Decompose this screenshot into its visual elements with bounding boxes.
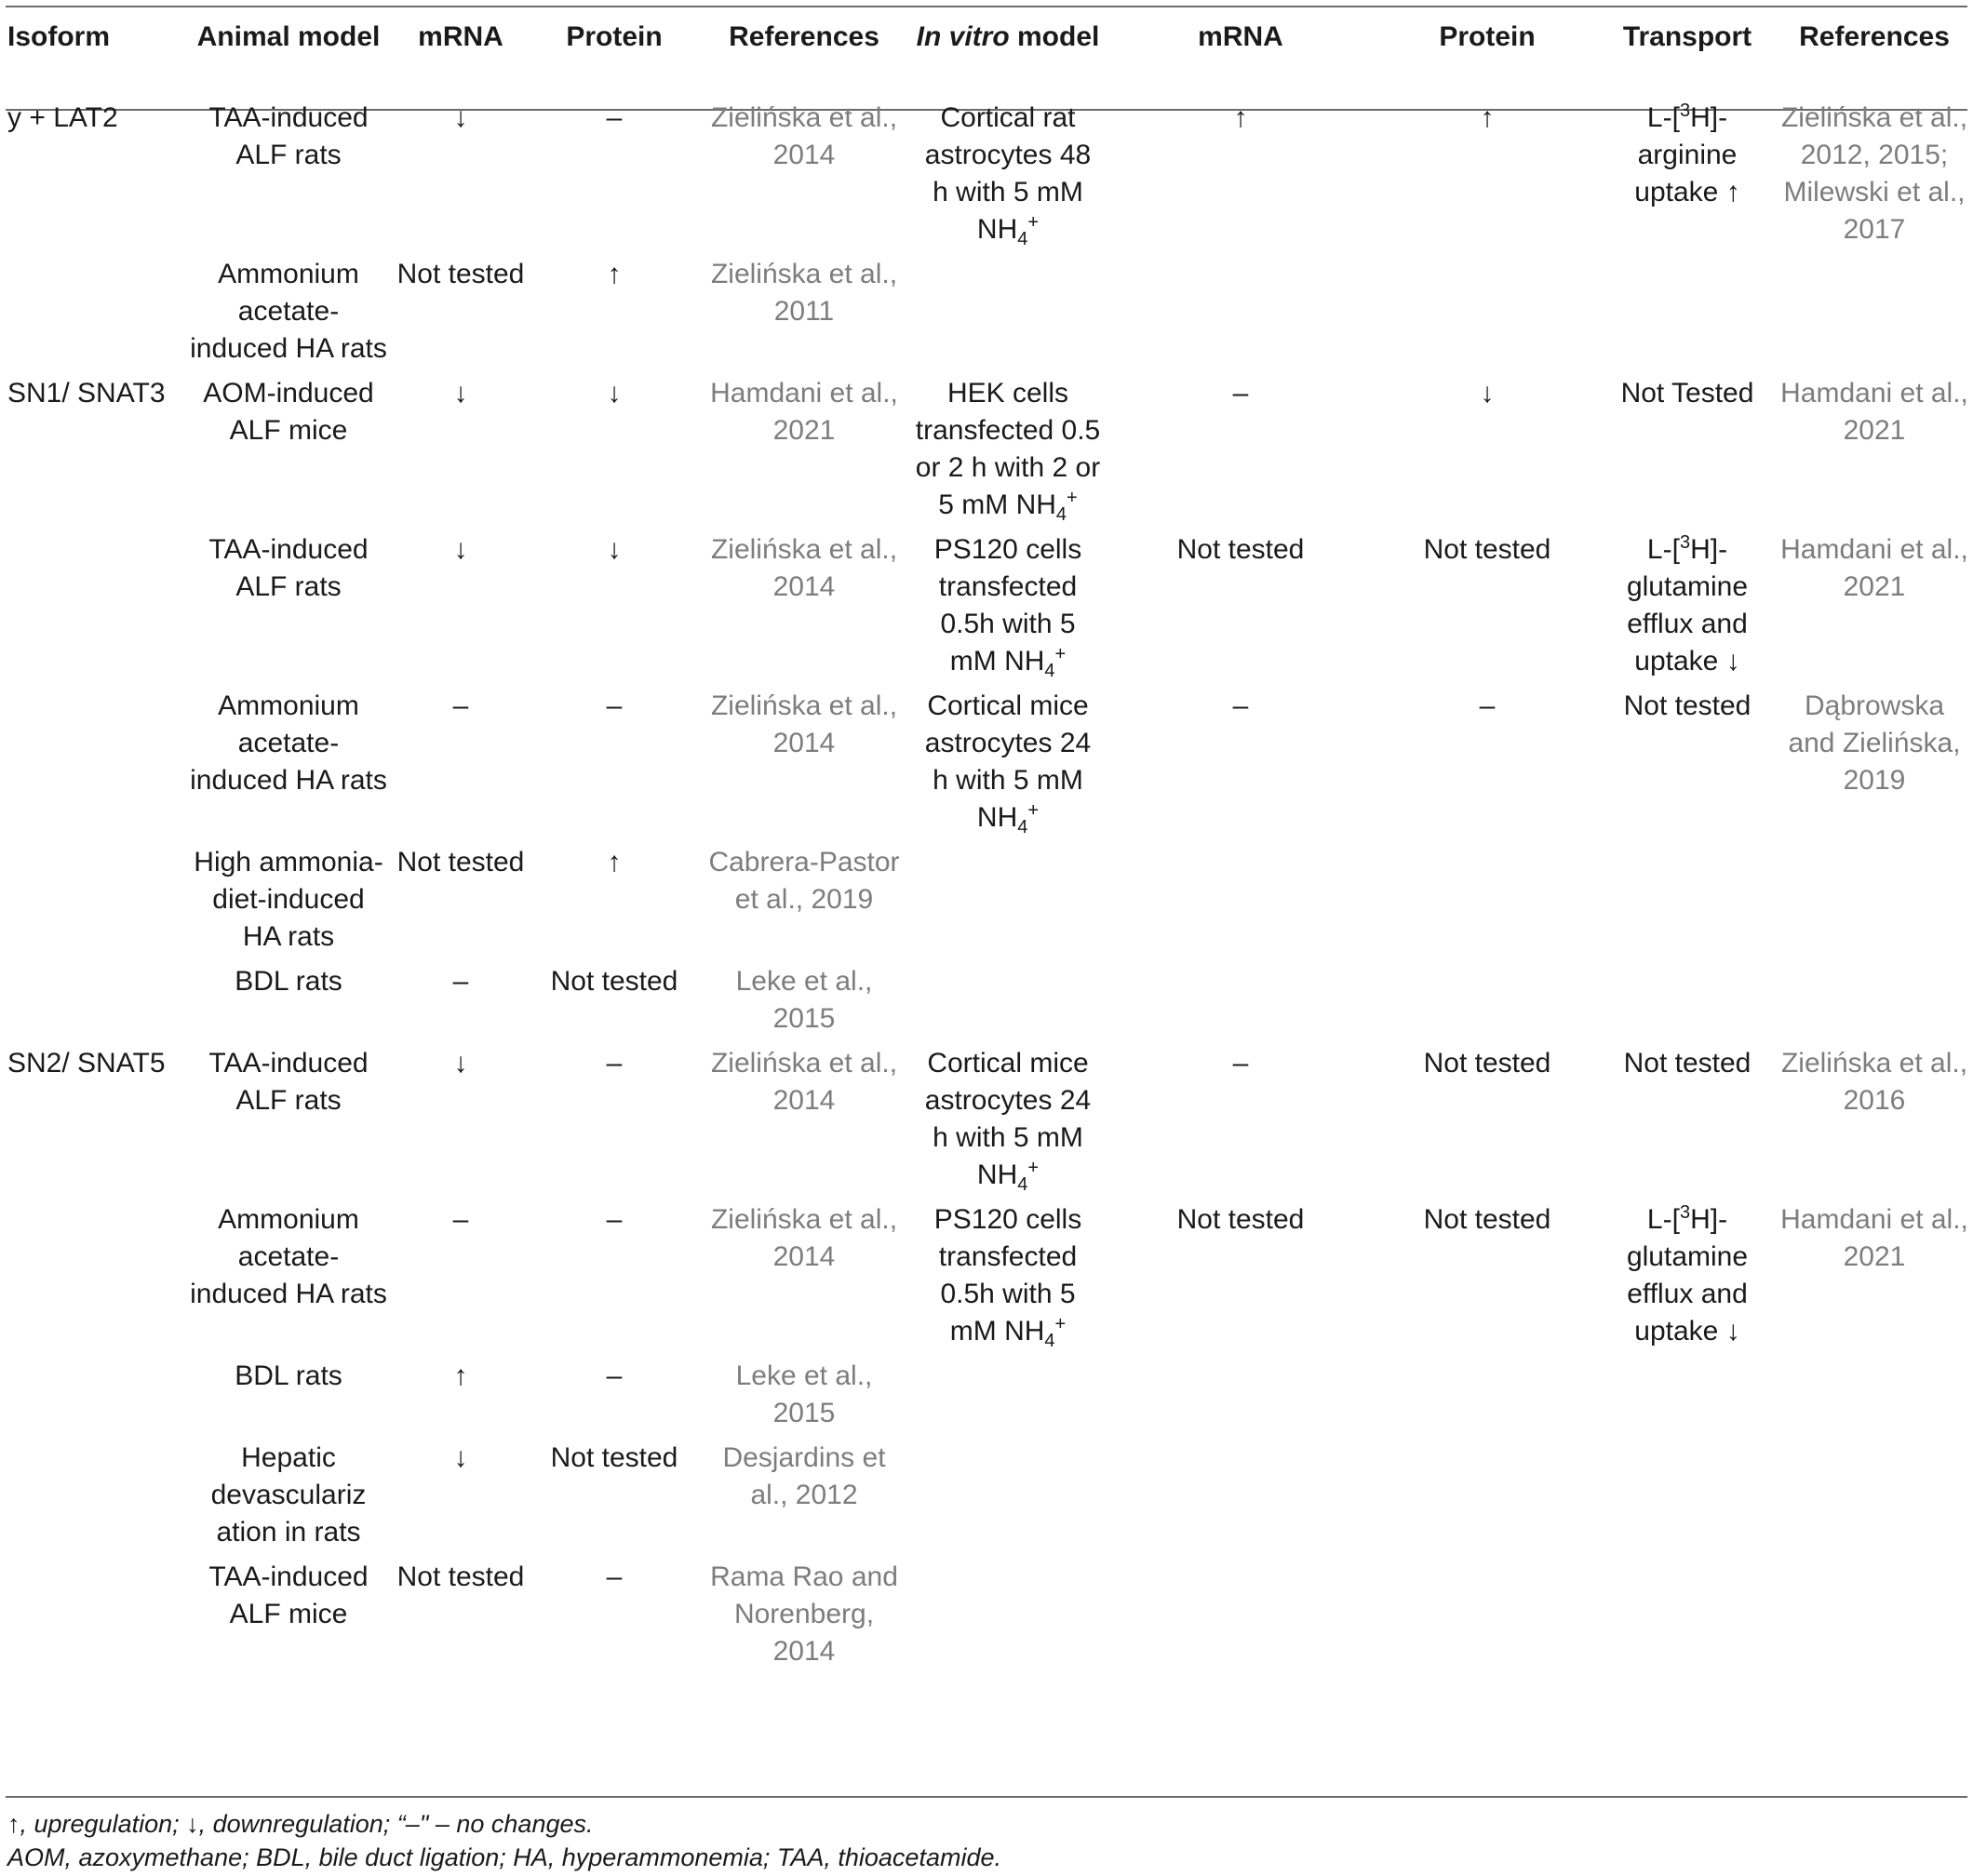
isoform-cell: SN1/ SNAT3 bbox=[7, 378, 166, 409]
transport-cell bbox=[1599, 1440, 1776, 1559]
in-vitro-text: PS120 cells transfected 0.5h with 5 mM NH bbox=[933, 1204, 1082, 1347]
col-header-transport: Transport bbox=[1622, 21, 1752, 52]
footnote-abbreviations: AOM, azoxymethane; BDL, bile duct ligation; HA, hyperammonemia; TAA, thioacetamide. bbox=[7, 1843, 1001, 1871]
vitro-mrna-cell: Not tested bbox=[1176, 534, 1305, 565]
vitro-protein-cell bbox=[1376, 1440, 1599, 1559]
mrna-cell: ↓ bbox=[453, 1048, 468, 1079]
reference-cell: Rama Rao and Norenberg, 2014 bbox=[710, 1561, 898, 1667]
transport-text: Not tested bbox=[1623, 690, 1752, 721]
nh4-subscript: 4 bbox=[1017, 229, 1028, 249]
footnotes bbox=[7, 1807, 1001, 1874]
reference-cell: Zielińska et al., 2014 bbox=[710, 102, 898, 170]
nh4-superscript: + bbox=[1054, 644, 1067, 664]
col-header-vitro-protein: Protein bbox=[1439, 21, 1536, 52]
in-vitro-model-cell bbox=[910, 87, 1106, 256]
vitro-mrna-cell bbox=[1106, 1559, 1376, 1678]
isoform-cell bbox=[0, 256, 186, 375]
vitro-mrna-cell: Not tested bbox=[1176, 1204, 1305, 1235]
in-vitro-model-cell bbox=[910, 375, 1106, 531]
vitro-protein-cell bbox=[1376, 256, 1599, 375]
reference-cell: Zielińska et al., 2014 bbox=[710, 1048, 898, 1116]
isoform-cell bbox=[0, 1201, 186, 1358]
table-row bbox=[0, 87, 1973, 256]
animal-model-cell: Hepatic devasculariz ation in rats bbox=[210, 1442, 367, 1548]
vitro-reference-cell: Zielińska et al., 2012, 2015; Milewski et al., 2017 bbox=[1780, 102, 1968, 245]
vitro-reference-cell: Hamdani et al., 2021 bbox=[1780, 534, 1968, 602]
transport-cell bbox=[1599, 1358, 1776, 1440]
transport-cell bbox=[1599, 963, 1776, 1045]
table-row bbox=[0, 1201, 1973, 1358]
animal-model-cell: TAA-induced ALF rats bbox=[208, 1048, 369, 1116]
vitro-mrna-cell bbox=[1106, 256, 1376, 375]
footnote-legend: ↑, upregulation; ↓, downregulation; “–" – no changes. bbox=[7, 1810, 594, 1838]
vitro-reference-cell: Zielińska et al., 2016 bbox=[1780, 1048, 1968, 1116]
animal-model-cell: TAA-induced ALF rats bbox=[208, 102, 369, 170]
protein-cell: ↑ bbox=[607, 847, 622, 878]
transport-text-rest: H]-glutamine efflux and uptake ↓ bbox=[1626, 534, 1749, 677]
protein-cell: – bbox=[606, 1561, 623, 1592]
reference-cell: Hamdani et al., 2021 bbox=[710, 378, 898, 446]
vitro-mrna-cell bbox=[1106, 963, 1376, 1045]
col-header-protein: Protein bbox=[566, 21, 663, 52]
vitro-reference-cell: Dąbrowska and Zielińska, 2019 bbox=[1788, 690, 1961, 796]
col-header-animal-model: Animal model bbox=[196, 21, 381, 52]
col-header-in-vitro-model bbox=[910, 6, 1106, 87]
protein-cell: Not tested bbox=[550, 1442, 678, 1473]
vitro-mrna-cell: ↑ bbox=[1233, 102, 1248, 133]
mrna-cell: Not tested bbox=[396, 1561, 525, 1592]
animal-model-cell: AOM-induced ALF mice bbox=[203, 378, 374, 446]
col-header-mrna: mRNA bbox=[418, 21, 503, 52]
col-header-references: References bbox=[729, 21, 879, 52]
vitro-mrna-cell: – bbox=[1232, 1048, 1249, 1079]
table-row bbox=[0, 256, 1973, 375]
in-vitro-model-cell bbox=[910, 844, 1106, 963]
protein-cell: Not tested bbox=[550, 966, 678, 997]
vitro-mrna-cell bbox=[1106, 1358, 1376, 1440]
transport-text-rest: H]-arginine uptake ↑ bbox=[1634, 102, 1740, 208]
bottom-rule bbox=[6, 1796, 1967, 1798]
in-vitro-model-cell bbox=[910, 1045, 1106, 1201]
nh4-superscript: + bbox=[1027, 212, 1040, 233]
nh4-subscript: 4 bbox=[1017, 1174, 1028, 1195]
animal-model-cell: Ammonium acetate-induced HA rats bbox=[190, 690, 387, 796]
nh4-subscript: 4 bbox=[1055, 504, 1067, 525]
nh4-subscript: 4 bbox=[1017, 817, 1028, 838]
protein-cell: – bbox=[606, 1204, 623, 1235]
vitro-protein-cell: Not tested bbox=[1423, 1204, 1551, 1235]
in-vitro-text: HEK cells transfected 0.5 or 2 h with 2 or 5 mM NH bbox=[915, 378, 1101, 520]
animal-model-cell: High ammonia-diet-induced HA rats bbox=[194, 847, 383, 952]
mrna-cell: ↓ bbox=[453, 534, 468, 565]
vitro-reference-cell bbox=[1776, 1440, 1973, 1559]
protein-cell: – bbox=[606, 102, 623, 133]
protein-cell: ↓ bbox=[607, 534, 622, 565]
vitro-reference-cell bbox=[1776, 963, 1973, 1045]
animal-model-cell: BDL rats bbox=[235, 966, 342, 997]
nh4-superscript: + bbox=[1054, 1314, 1067, 1334]
in-vitro-model-cell bbox=[910, 1559, 1106, 1678]
mrna-cell: Not tested bbox=[396, 847, 525, 878]
isoform-cell: SN2/ SNAT5 bbox=[7, 1048, 166, 1079]
table-row bbox=[0, 963, 1973, 1045]
isotope-superscript: 3 bbox=[1679, 532, 1691, 553]
vitro-protein-cell bbox=[1376, 844, 1599, 963]
reference-cell: Zielińska et al., 2014 bbox=[710, 534, 898, 602]
isoform-cell bbox=[0, 1559, 186, 1678]
isoform-cell bbox=[0, 688, 186, 844]
transport-cell bbox=[1599, 1559, 1776, 1678]
transport-text: Not tested bbox=[1623, 1048, 1752, 1079]
isoform-cell bbox=[0, 844, 186, 963]
isotope-superscript: 3 bbox=[1679, 1202, 1691, 1223]
vitro-protein-cell bbox=[1376, 963, 1599, 1045]
transport-cell bbox=[1599, 256, 1776, 375]
vitro-reference-cell bbox=[1776, 1559, 1973, 1678]
animal-model-cell: Ammonium acetate-induced HA rats bbox=[190, 1204, 387, 1309]
isotope-superscript: 3 bbox=[1679, 100, 1691, 121]
mrna-cell: – bbox=[452, 690, 469, 721]
vitro-protein-cell: Not tested bbox=[1423, 1048, 1551, 1079]
isoform-cell bbox=[0, 1440, 186, 1559]
isoform-cell bbox=[0, 963, 186, 1045]
table-row bbox=[0, 1358, 1973, 1440]
in-vitro-italic: In vitro bbox=[916, 21, 1010, 52]
reference-cell: Zielińska et al., 2011 bbox=[710, 259, 898, 327]
reference-cell: Leke et al., 2015 bbox=[735, 966, 873, 1034]
col-header-isoform: Isoform bbox=[7, 21, 111, 52]
reference-cell: Zielińska et al., 2014 bbox=[710, 1204, 898, 1272]
vitro-protein-cell: – bbox=[1479, 690, 1496, 721]
animal-model-cell: TAA-induced ALF rats bbox=[208, 534, 369, 602]
in-vitro-model-cell bbox=[910, 1201, 1106, 1358]
table-row bbox=[0, 688, 1973, 844]
in-vitro-model-cell bbox=[910, 256, 1106, 375]
in-vitro-text: Cortical rat astrocytes 48 h with 5 mM NH bbox=[924, 102, 1092, 245]
table-row bbox=[0, 375, 1973, 531]
table-row bbox=[0, 844, 1973, 963]
in-vitro-text: Cortical mice astrocytes 24 h with 5 mM NH bbox=[924, 690, 1092, 833]
transport-text: L-[ bbox=[1646, 534, 1680, 565]
table-row bbox=[0, 531, 1973, 688]
mrna-cell: – bbox=[452, 966, 469, 997]
mrna-cell: ↓ bbox=[453, 378, 468, 409]
transport-cell bbox=[1599, 87, 1776, 256]
transport-text: Not Tested bbox=[1620, 378, 1754, 409]
animal-model-cell: TAA-induced ALF mice bbox=[208, 1561, 369, 1629]
table-row bbox=[0, 1045, 1973, 1201]
table-body bbox=[0, 87, 1973, 1678]
nh4-superscript: + bbox=[1067, 488, 1078, 508]
data-table bbox=[0, 6, 1973, 1678]
transport-cell bbox=[1599, 1201, 1776, 1358]
table-row bbox=[0, 1440, 1973, 1559]
col-header-vitro-mrna: mRNA bbox=[1198, 21, 1283, 52]
in-vitro-model-cell bbox=[910, 688, 1106, 844]
mrna-cell: ↑ bbox=[453, 1360, 468, 1391]
mrna-cell: ↓ bbox=[453, 1442, 468, 1473]
mrna-cell: ↓ bbox=[453, 102, 468, 133]
in-vitro-rest: model bbox=[1009, 21, 1100, 52]
in-vitro-model-cell bbox=[910, 1358, 1106, 1440]
protein-cell: – bbox=[606, 1360, 623, 1391]
reference-cell: Cabrera-Pastor et al., 2019 bbox=[708, 847, 900, 915]
animal-model-cell: Ammonium acetate-induced HA rats bbox=[190, 259, 387, 364]
vitro-reference-cell bbox=[1776, 256, 1973, 375]
in-vitro-model-cell bbox=[910, 531, 1106, 688]
transport-text: L-[ bbox=[1646, 102, 1680, 133]
isoform-cell: y + LAT2 bbox=[7, 102, 118, 133]
transport-text: L-[ bbox=[1646, 1204, 1680, 1235]
col-header-vitro-references: References bbox=[1799, 21, 1950, 52]
reference-cell: Leke et al., 2015 bbox=[735, 1360, 873, 1428]
in-vitro-text: PS120 cells transfected 0.5h with 5 mM NH bbox=[933, 534, 1082, 677]
vitro-protein-cell: ↓ bbox=[1480, 378, 1495, 409]
vitro-reference-cell: Hamdani et al., 2021 bbox=[1780, 378, 1968, 446]
table-row bbox=[0, 1559, 1973, 1678]
protein-cell: ↑ bbox=[607, 259, 622, 289]
mrna-cell: Not tested bbox=[396, 259, 525, 289]
in-vitro-model-cell bbox=[910, 1440, 1106, 1559]
animal-model-cell: BDL rats bbox=[235, 1360, 342, 1391]
vitro-mrna-cell: – bbox=[1232, 690, 1249, 721]
nh4-subscript: 4 bbox=[1044, 1331, 1055, 1351]
protein-cell: – bbox=[606, 1048, 623, 1079]
in-vitro-model-cell bbox=[910, 963, 1106, 1045]
mrna-cell: – bbox=[452, 1204, 469, 1235]
vitro-mrna-cell bbox=[1106, 1440, 1376, 1559]
vitro-mrna-cell bbox=[1106, 844, 1376, 963]
transport-cell bbox=[1599, 844, 1776, 963]
vitro-mrna-cell: – bbox=[1232, 378, 1249, 409]
vitro-reference-cell: Hamdani et al., 2021 bbox=[1780, 1204, 1968, 1272]
isoform-cell bbox=[0, 1358, 186, 1440]
header-row bbox=[0, 6, 1973, 87]
protein-cell: – bbox=[606, 690, 623, 721]
vitro-reference-cell bbox=[1776, 1358, 1973, 1440]
transport-text-rest: H]-glutamine efflux and uptake ↓ bbox=[1626, 1204, 1749, 1347]
reference-cell: Zielińska et al., 2014 bbox=[710, 690, 898, 758]
vitro-protein-cell bbox=[1376, 1358, 1599, 1440]
reference-cell: Desjardins et al., 2012 bbox=[722, 1442, 886, 1510]
transport-cell bbox=[1599, 688, 1776, 844]
protein-cell: ↓ bbox=[607, 378, 622, 409]
nh4-superscript: + bbox=[1027, 800, 1040, 821]
nh4-superscript: + bbox=[1027, 1158, 1040, 1178]
in-vitro-text: Cortical mice astrocytes 24 h with 5 mM NH bbox=[924, 1048, 1092, 1190]
isoform-cell bbox=[0, 531, 186, 688]
transport-cell bbox=[1599, 375, 1776, 531]
vitro-protein-cell: Not tested bbox=[1423, 534, 1551, 565]
transport-cell bbox=[1599, 1045, 1776, 1201]
nh4-subscript: 4 bbox=[1044, 661, 1055, 681]
vitro-protein-cell bbox=[1376, 1559, 1599, 1678]
vitro-reference-cell bbox=[1776, 844, 1973, 963]
vitro-protein-cell: ↑ bbox=[1480, 102, 1495, 133]
transport-cell bbox=[1599, 531, 1776, 688]
